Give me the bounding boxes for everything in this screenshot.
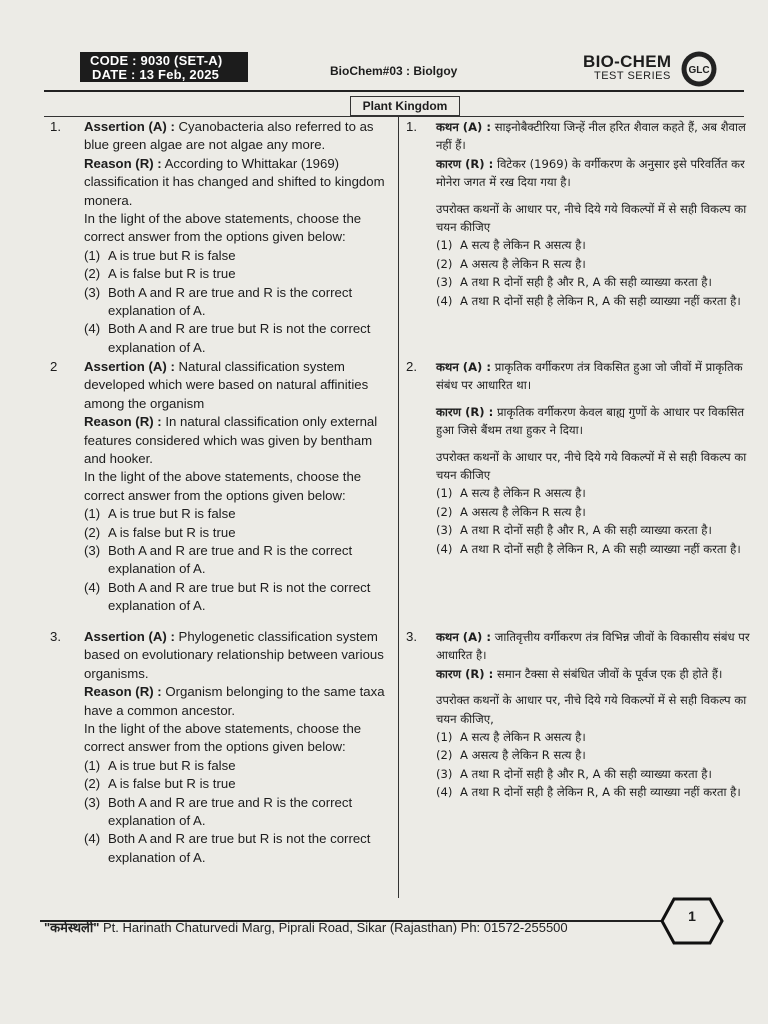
content-top-divider [44,116,744,117]
question-prompt: उपरोक्त कथनों के आधार पर, नीचे दिये गये विकल्पों में से सही विकल्प का चयन कीजिए [436,449,747,483]
answer-option [84,757,396,775]
brand-logo-icon [680,50,718,88]
option-text: Both A and R are true and R is the correct explanation of A. [108,284,353,319]
option-number: (2) [84,776,101,792]
option-number: (3) [436,523,453,538]
option-number: (1) [84,506,101,522]
answer-option [84,830,396,867]
question-prompt: उपरोक्त कथनों के आधार पर, नीचे दिये गये विकल्पों में से सही विकल्प का चयन कीजिए [436,201,747,235]
answer-option [84,524,396,542]
option-number: (3) [436,275,453,290]
question-body [436,118,752,310]
answer-option [84,579,396,616]
option-number: (3) [84,794,101,810]
column-divider [398,116,399,898]
question-number: 3. [406,629,417,644]
footer-institute-name: "कर्मस्थली" [44,920,100,935]
option-number: (1) [436,238,453,253]
option-number: (4) [436,541,453,556]
reason-statement [84,683,396,720]
option-number: (2) [436,504,453,519]
answer-option [436,521,752,539]
spacer [436,440,752,448]
option-text: A is false but R is true [108,524,236,540]
option-text: A सत्य है लेकिन R असत्य है। [460,238,586,253]
question-body [436,358,752,558]
option-text: A सत्य है लेकिन R असत्य है। [460,730,586,745]
reason-label: कारण (R) : [436,156,494,171]
question-number: 1. [50,119,61,134]
answer-option [436,484,752,502]
question-number: 1. [406,119,417,134]
footer-address [44,918,568,936]
option-text: A is false but R is true [108,776,236,792]
spacer [436,395,752,403]
answer-option [436,728,752,746]
assertion-text: Natural classification system developed which were based on natural affinities among the organism [84,359,369,411]
answer-option [84,775,396,793]
answer-option [436,273,752,291]
spacer [436,683,752,691]
assertion-statement [84,118,396,155]
assertion-label: Assertion (A) : [84,119,175,134]
answer-option [84,505,396,523]
option-text: Both A and R are true but R is not the correct explanation of A. [108,579,371,614]
option-text: A सत्य है लेकिन R असत्य है। [460,486,586,501]
reason-label: Reason (R) : [84,414,162,430]
option-number: (2) [436,256,453,271]
reason-label: Reason (R) : [84,684,162,700]
header-divider [44,90,744,92]
answer-option [84,247,396,265]
question-body [436,628,752,802]
question-number: 2 [50,359,58,374]
question-prompt: In the light of the above statements, choose the correct answer from the options given below: [84,721,362,755]
option-number: (4) [84,321,101,337]
answer-option [436,783,752,801]
code-text: CODE : 9030 (SET-A) [90,53,223,68]
section-title: Plant Kingdom [350,96,460,116]
assertion-text: साइनोबैक्टीरिया जिन्हें नील हरित शैवाल कहते हैं, अब शैवाल नहीं हैं। [436,120,746,153]
answer-option [436,503,752,521]
answer-option [436,540,752,558]
footer-address-text: Pt. Harinath Chaturvedi Marg, Piprali Road, Sikar (Rajasthan) Ph: 01572-255500 [103,920,568,935]
date-text: DATE : 13 Feb, 2025 [92,67,220,82]
assertion-statement [436,118,752,155]
option-text: A तथा R दोनों सही है और R, A की सही व्याख्या करता है। [460,523,712,538]
reason-text: समान टैक्सा से संबंधित जीवों के पूर्वज एक ही होते हैं। [496,666,723,681]
answer-option [436,765,752,783]
assertion-text: Phylogenetic classification system based on evolutionary relationship between various organisms. [84,629,384,681]
answer-option [84,542,396,579]
assertion-label: कथन (A) : [436,120,492,134]
option-text: A तथा R दोनों सही है लेकिन R, A की सही व्याख्या नहीं करता है। [460,541,741,556]
reason-text: विटेकर (1969) के वर्गीकरण के अनुसार इसे परिवर्तित कर मोनेरा जगत में रख दिया गया है। [436,156,745,190]
code-date-box [80,52,248,82]
answer-option [84,284,396,321]
option-number: (2) [84,266,101,282]
assertion-text: जातिवृत्तीय वर्गीकरण तंत्र विभिन्न जीवों के विकासीय संबंध पर आधारित है। [436,630,750,663]
question-prompt: उपरोक्त कथनों के आधार पर, नीचे दिये गये विकल्पों में से सही विकल्प का चयन कीजिए, [436,693,747,726]
option-text: Both A and R are true and R is the correct explanation of A. [108,543,353,577]
option-number: (4) [84,831,101,847]
option-text: A तथा R दोनों सही है और R, A की सही व्याख्या करता है। [460,275,712,290]
reason-statement [436,403,752,440]
option-number: (1) [84,247,101,263]
reason-label: Reason (R) : [84,155,162,171]
assertion-text: प्राकृतिक वर्गीकरण तंत्र विकसित हुआ जो जीवों में प्राकृतिक संबंध पर आधारित था। [436,360,743,393]
option-number: (4) [436,785,453,800]
option-number: (1) [436,730,453,745]
option-text: A is true but R is false [108,247,236,263]
answer-option [84,265,396,283]
question-number: 3. [50,629,61,644]
reason-label: कारण (R) : [436,666,494,681]
test-title: BioChem#03 : Biolgoy [330,64,458,78]
assertion-text: Cyanobacteria also referred to as blue green algae are not algae any more. [84,119,374,153]
question-body [84,358,396,616]
brand-subtitle: TEST SERIES [594,70,671,82]
option-number: (3) [436,766,453,781]
assertion-statement [84,628,396,683]
answer-option [84,794,396,831]
option-number: (1) [84,757,101,773]
reason-statement [84,413,396,468]
option-text: A तथा R दोनों सही है लेकिन R, A की सही व्याख्या नहीं करता है। [460,785,741,800]
spacer [436,192,752,200]
option-number: (3) [84,543,101,559]
option-text: A असत्य है लेकिन R सत्य है। [460,256,586,271]
option-text: A असत्य है लेकिन R सत्य है। [460,748,586,763]
option-text: A तथा R दोनों सही है लेकिन R, A की सही व्याख्या नहीं करता है। [460,293,741,308]
reason-label: कारण (R) : [436,404,494,419]
question-prompt: In the light of the above statements, choose the correct answer from the options given below: [84,469,362,503]
option-number: (4) [436,293,453,308]
question-number: 2. [406,359,417,374]
question-prompt: In the light of the above statements, choose the correct answer from the options given below: [84,211,362,245]
logo-text: GLC [688,65,710,76]
answer-option [436,292,752,310]
assertion-statement [84,358,396,413]
brand-name: BIO-CHEM [583,52,672,71]
reason-text: In natural classification only external features considered which was given by bentham and hooker. [84,414,378,467]
reason-text: According to Whittakar (1969) classification it has changed and shifted to kingdom monera. [84,155,385,208]
option-text: A is false but R is true [108,266,236,282]
option-number: (2) [84,524,101,540]
reason-text: Organism belonging to the same taxa have a common ancestor. [84,684,385,718]
reason-statement [436,665,752,683]
assertion-label: कथन (A) : [436,630,492,644]
assertion-label: कथन (A) : [436,360,492,374]
question-body [84,628,396,867]
option-text: Both A and R are true but R is not the correct explanation of A. [108,321,371,355]
answer-option [436,746,752,764]
option-text: A is true but R is false [108,506,236,522]
question-body [84,118,396,357]
assertion-statement [436,628,752,665]
option-text: A is true but R is false [108,757,236,773]
reason-statement [84,155,396,210]
reason-statement [436,155,752,192]
option-number: (1) [436,486,453,501]
assertion-statement [436,358,752,395]
option-text: Both A and R are true and R is the correct explanation of A. [108,794,353,829]
answer-option [436,236,752,254]
option-text: A तथा R दोनों सही है और R, A की सही व्याख्या करता है। [460,766,712,781]
assertion-label: Assertion (A) : [84,629,175,644]
assertion-label: Assertion (A) : [84,359,175,374]
option-number: (3) [84,284,101,300]
option-text: A असत्य है लेकिन R सत्य है। [460,504,586,519]
answer-option [436,255,752,273]
page-number: 1 [688,908,696,924]
answer-option [84,320,396,357]
option-number: (2) [436,748,453,763]
option-number: (4) [84,579,101,595]
option-text: Both A and R are true but R is not the correct explanation of A. [108,831,371,865]
reason-text: प्राकृतिक वर्गीकरण केवल बाह्य गुणों के आधार पर विकसित हुआ जिसे बैंथम तथा हुकर ने दिया। [436,404,745,438]
